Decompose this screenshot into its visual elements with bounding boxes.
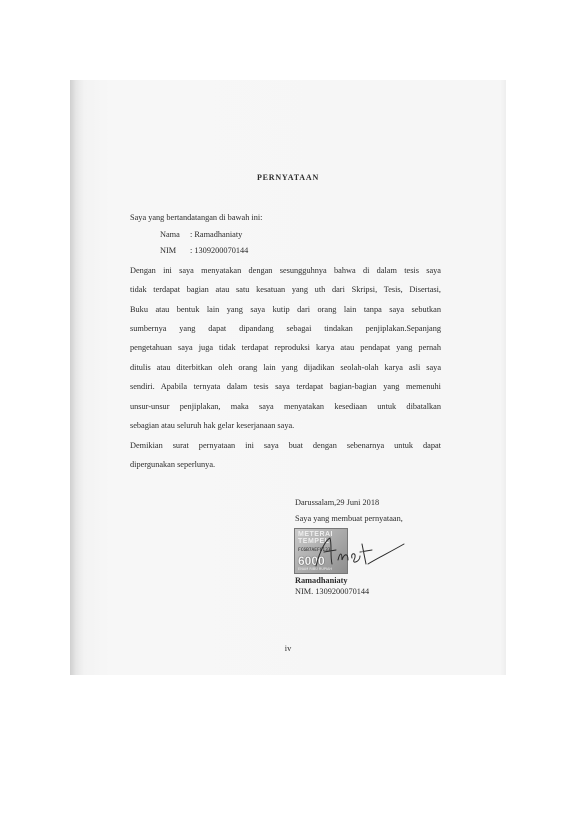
- paragraph-line: tidak terdapat bagian atau satu kesatuan yang uth dari Skripsi, Tesis, Disertasi,: [130, 285, 441, 294]
- signature-icon: [310, 530, 410, 575]
- name-label: Nama: [160, 230, 180, 239]
- stamp-code: FC6B7AEF6133: [298, 548, 331, 553]
- paragraph-line: sebagian atau seluruh hak gelar keserjanaan saya.: [130, 421, 295, 430]
- paragraph-line: unsur-unsur penjiplakan, maka saya menyatakan kesediaan untuk dibatalkan: [130, 402, 441, 411]
- signer-nim: NIM. 1309200070144: [295, 587, 370, 596]
- intro-line: Saya yang bertandatangan di bawah ini:: [130, 213, 263, 222]
- signer-name: Ramadhaniaty: [295, 576, 348, 585]
- nim-label: NIM: [160, 246, 177, 255]
- name-value: : Ramadhaniaty: [190, 230, 243, 239]
- paragraph-line: sumbernya yang dapat dipandang sebagai tindakan penjiplakan.Sepanjang: [130, 324, 441, 333]
- page-number: iv: [284, 644, 292, 653]
- signer-statement: Saya yang membuat pernyataan,: [295, 514, 403, 523]
- page-title: PERNYATAAN: [256, 173, 320, 182]
- place-date: Darussalam,29 Juni 2018: [295, 498, 380, 507]
- scanned-page: [70, 80, 506, 675]
- name-field: [160, 230, 242, 240]
- paragraph-line: pengetahuan saya juga tidak terdapat reproduksi karya atau pendapat yang pernah: [130, 343, 441, 352]
- stamp-line1: METERAI: [298, 531, 333, 538]
- paragraph-line: Buku atau bentuk lain yang saya kutip dari orang lain tanpa saya sebutkan: [130, 305, 441, 314]
- nim-value: : 1309200070144: [190, 246, 249, 255]
- stamp-subtext: ENAM RIBU RUPIAH: [298, 567, 333, 571]
- paragraph-line: Demikian surat pernyataan ini saya buat dengan sebenarnya untuk dapat: [130, 441, 441, 450]
- paragraph-line: dipergunakan seperlunya.: [130, 460, 216, 469]
- nim-field: [160, 246, 248, 256]
- paragraph-line: sendiri. Apabila ternyata dalam tesis saya terdapat bagian-bagian yang memenuhi: [130, 382, 441, 391]
- paragraph-line: ditulis atau diterbitkan oleh orang lain yang dijadikan seolah-olah karya asli saya: [130, 363, 441, 372]
- stamp-value: 6000: [298, 554, 325, 568]
- stamp-line2: TEMPEL: [298, 538, 330, 545]
- paragraph-line: Dengan ini saya menyatakan dengan sesungguhnya bahwa di dalam tesis saya: [130, 266, 441, 275]
